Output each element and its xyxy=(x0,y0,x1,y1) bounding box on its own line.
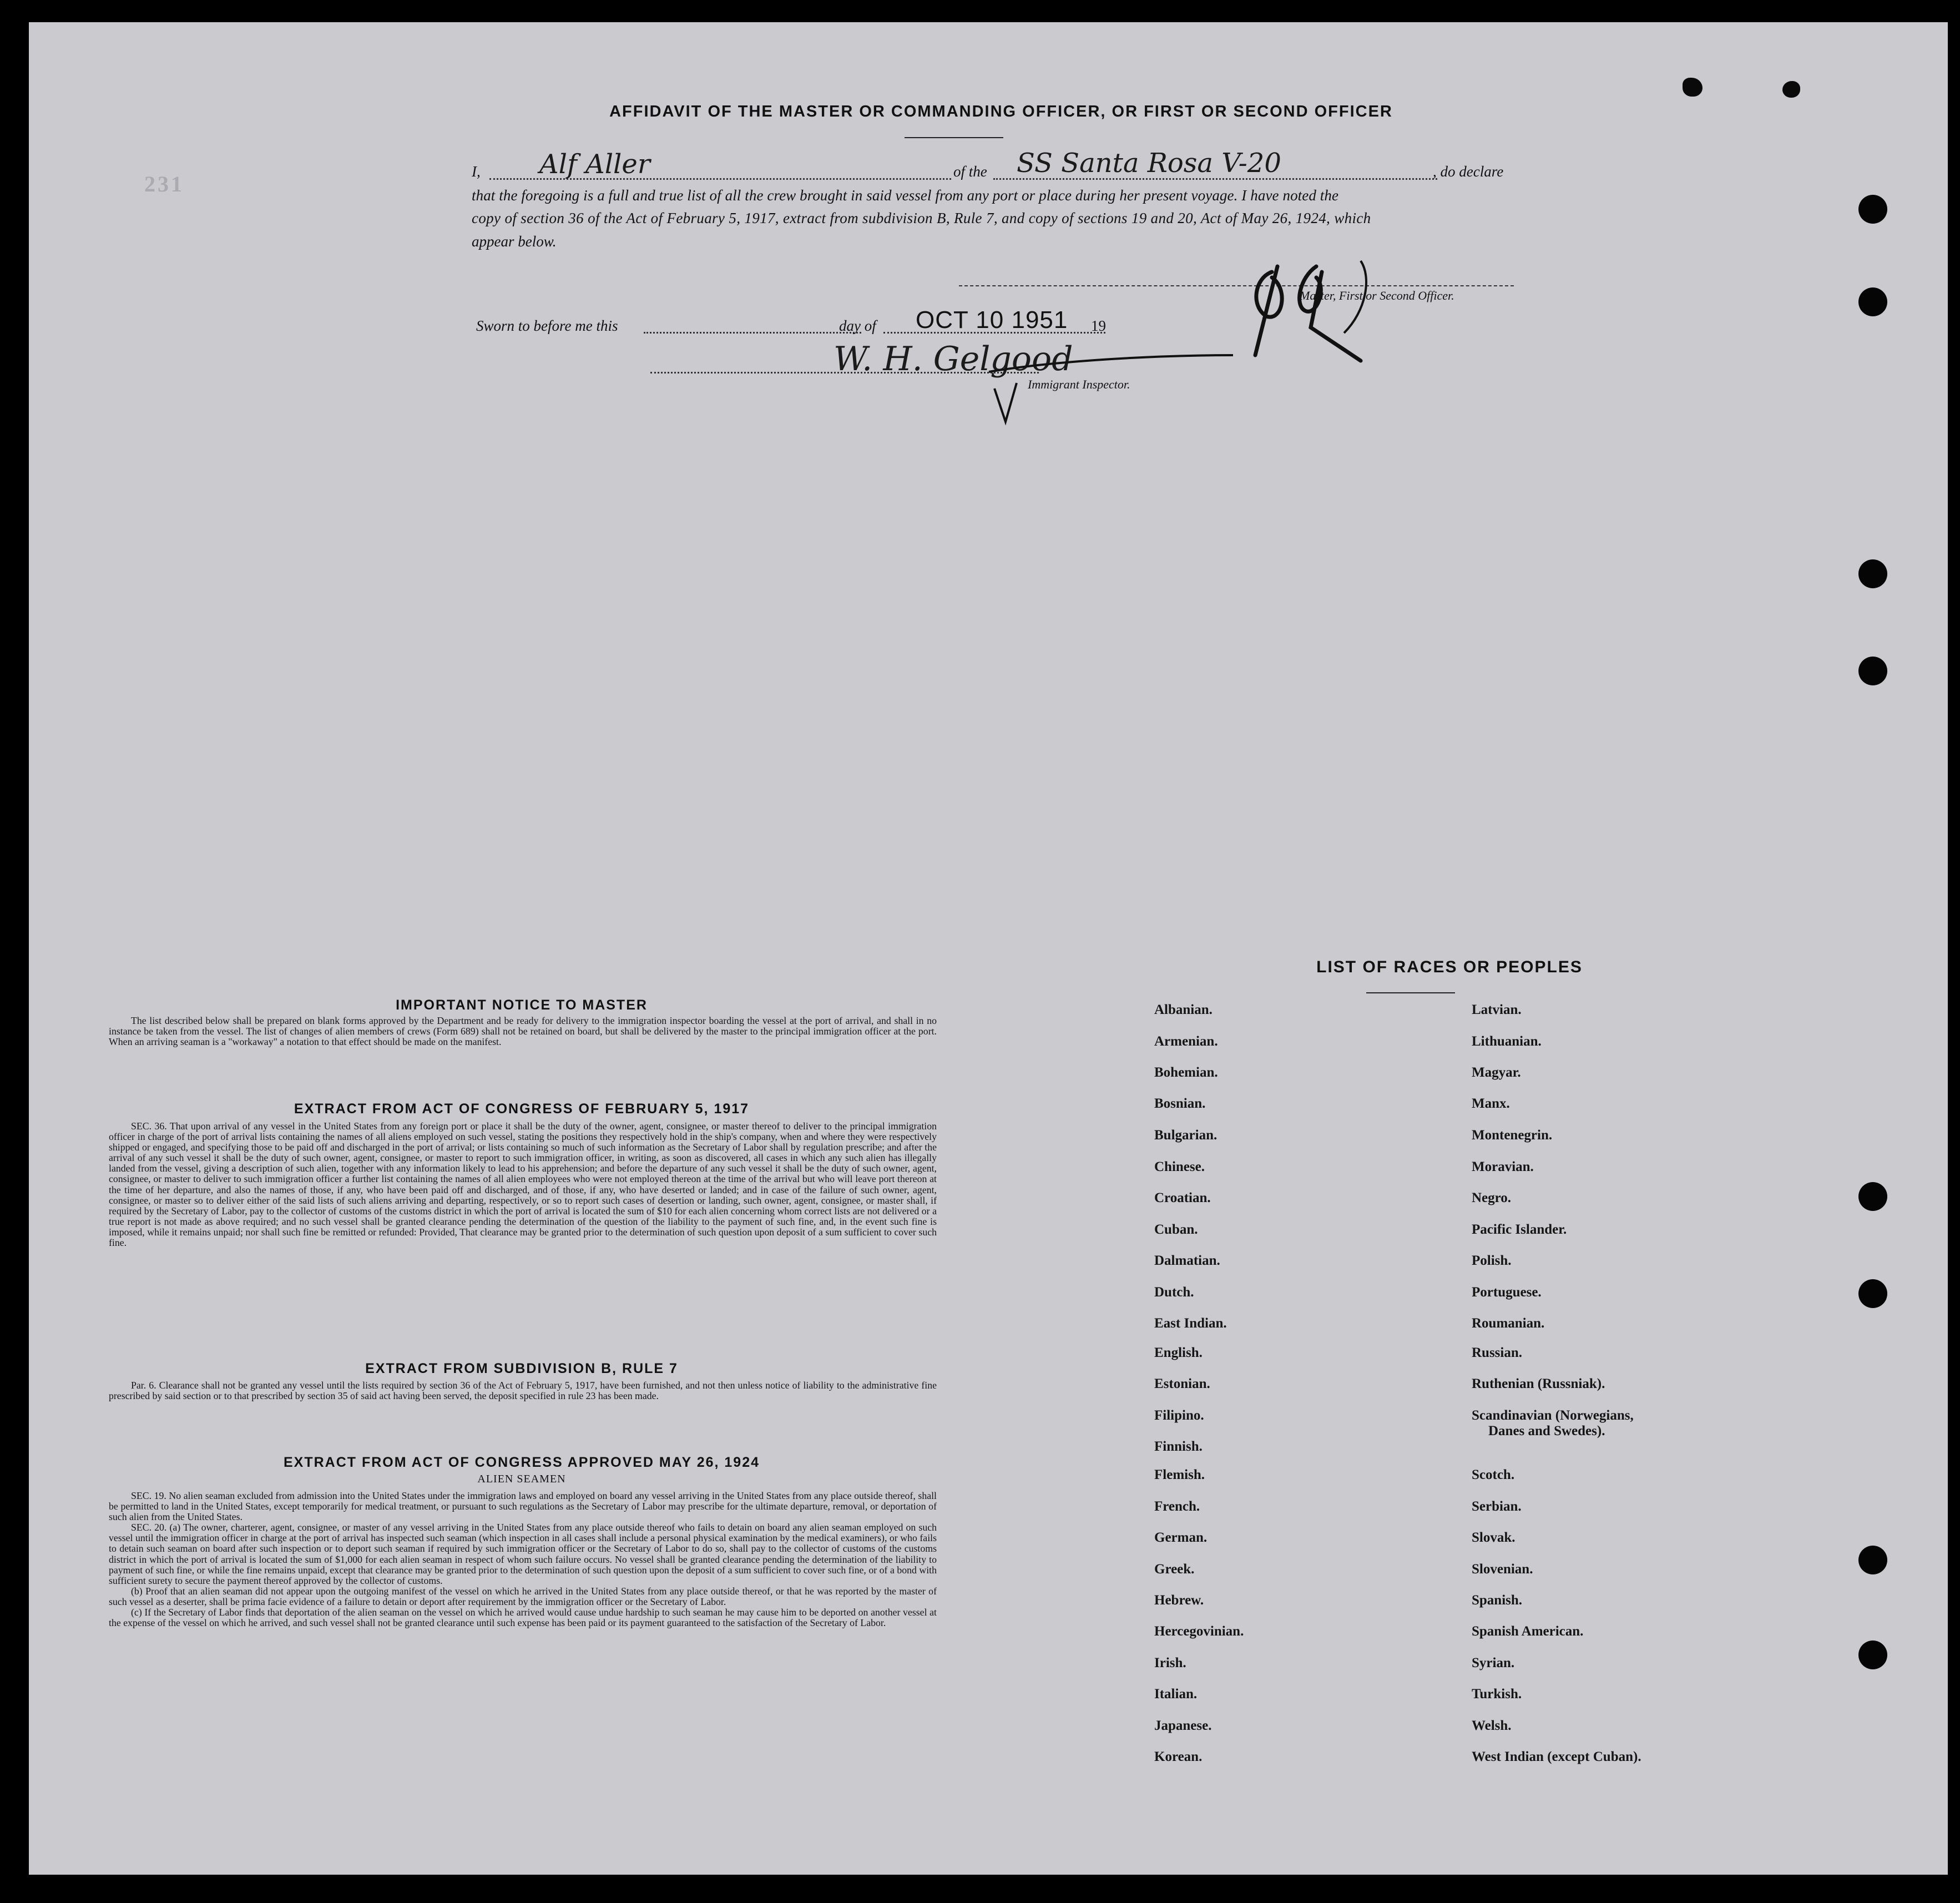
title-underline xyxy=(905,137,1003,138)
race-item: Dutch. xyxy=(1154,1285,1194,1300)
inspector-caption: Immigrant Inspector. xyxy=(1028,377,1130,391)
race-item: Serbian. xyxy=(1472,1499,1522,1514)
punch-hole xyxy=(1858,195,1887,224)
sec36-paragraph: SEC. 36. That upon arrival of any vessel in the United States from any foreign port or place it shall be the duty of the owner, agent, consignee, or master thereof to deliver to the principal immigration officer in charge of the port of arrival lists containing the names of all aliens employed on such vessel, stating the positions they respectively hold in the ship's company, when and where they were respectively shipped or engaged, and specifying those to be paid off and discharged in the port of arrival; or lists containing so much of such information as the Secretary of Labor shall by regulation prescribe; and after the arrival of any such vessel it shall be the duty of such owner, agent, consignee, or master to report to such immigration officer, in writing, as soon as discovered, all cases in which any such alien has illegally landed from the vessel, giving a description of such alien, together with any information likely to lead to his apprehension; and before the departure of any such vessel it shall be the duty of such owner, agent, consignee, or master to deliver to such immigration officer a further list containing the names of all alien employees who were not employed thereon at the time of the arrival but who will leave port thereon at the time of her departure, and also the names of those, if any, who have been paid off and discharged, and of those, if any, who have deserted or landed; and in case of the failure of such owner, agent, consignee, or master so to deliver either of the said lists of such aliens arriving and departing, respectively, or so to report such cases of desertion or landing, such owner, agent, consignee, or master shall, if required by the Secretary of Labor, pay to the collector of customs of the customs district in which the port of arrival is located the sum of $10 for each alien concerning whom correct lists are not delivered or a true report is not made as above required; and no such vessel shall be granted clearance pending the determination of the question of the liability to the payment of such fine, and, in the event such fine is imposed, while it remains unpaid; nor shall such fine be remitted or refunded: Provided, That clearance may be granted prior to the determination of such question upon deposit of a sum sufficient to cover such fine. xyxy=(109,1120,937,1249)
race-item: East Indian. xyxy=(1154,1316,1227,1331)
race-item: West Indian (except Cuban). xyxy=(1472,1749,1641,1764)
affidavit-line-3: copy of section 36 of the Act of February 5, 1917, extract from subdivision B, Rule 7, and copy of sections 19 and 20, Act of May 26, 1924, which xyxy=(472,210,1371,226)
sec20c-paragraph: (c) If the Secretary of Labor finds that deportation of the alien seaman on the vessel on which he arrived would cause undue hardship to such seaman he may cause him to be deported on another vessel at the expense of the vessel on which he arrived, and such vessel shall not be granted clearance until such expense has been paid or its payment guaranteed to the satisfaction of the Secretary of Labor. xyxy=(109,1607,937,1629)
race-item: Polish. xyxy=(1472,1253,1512,1268)
extract-1917-title: EXTRACT FROM ACT OF CONGRESS OF FEBRUARY 5, 1917 xyxy=(294,1101,750,1117)
race-item: Montenegrin. xyxy=(1472,1128,1553,1143)
notice-paragraph: The list described below shall be prepared on blank forms approved by the Department and be ready for delivery to the immigration inspector boarding the vessel at the port of arrival, and shall in no instance be taken from the vessel. The list of changes of alien members of crews (Form 689) shall not be retained on board, but shall be delivered by the master to the principal immigration officer at the port. When an arriving seaman is a "workaway" a notation to that effect should be made on the manifest. xyxy=(109,1015,937,1048)
race-item: Cuban. xyxy=(1154,1222,1198,1237)
race-item: Albanian. xyxy=(1154,1002,1213,1017)
punch-hole xyxy=(1858,287,1887,316)
race-item: Pacific Islander. xyxy=(1472,1222,1567,1237)
race-item: Welsh. xyxy=(1472,1718,1512,1733)
punch-hole xyxy=(1858,1546,1887,1574)
master-name-handwritten: Alf Aller xyxy=(539,149,650,180)
race-item: Korean. xyxy=(1154,1749,1203,1764)
date-stamp: OCT 10 1951 xyxy=(916,306,1068,334)
race-item: Manx. xyxy=(1472,1096,1510,1111)
extract-1924-text xyxy=(109,1491,937,1628)
affidavit-line-2: that the foregoing is a full and true list of all the crew brought in said vessel from any port or place during her present voyage. I have noted the xyxy=(472,187,1339,204)
race-item: Moravian. xyxy=(1472,1159,1534,1174)
race-item: Russian. xyxy=(1472,1345,1523,1360)
sec19-paragraph: SEC. 19. No alien seaman excluded from admission into the United States under the immigration laws and employed on board any vessel arriving in the United States from any place outside thereof, shall be permitted to land in the United States, except temporarily for medical treatment, or pursuant to such regulations as the Secretary of Labor may prescribe for the ultimate departure, removal, or deportation of such alien from the United States. xyxy=(109,1490,937,1523)
race-item: Latvian. xyxy=(1472,1002,1522,1017)
master-caption: Master, First or Second Officer. xyxy=(1300,289,1454,302)
race-item: Portuguese. xyxy=(1472,1285,1542,1300)
paper-tear-mark xyxy=(1782,81,1800,98)
sworn-day-line xyxy=(644,332,861,334)
race-item: Irish. xyxy=(1154,1655,1186,1670)
race-item: Scandinavian (Norwegians, xyxy=(1472,1408,1634,1423)
subdivision-b-title: EXTRACT FROM SUBDIVISION B, RULE 7 xyxy=(365,1361,678,1376)
race-item: Chinese. xyxy=(1154,1159,1205,1174)
race-item: Italian. xyxy=(1154,1687,1198,1702)
extract-1917-text xyxy=(109,1121,937,1248)
race-item: Flemish. xyxy=(1154,1467,1205,1482)
race-item: Slovak. xyxy=(1472,1530,1516,1545)
affidavit-line-4: appear below. xyxy=(472,233,557,250)
race-item: Magyar. xyxy=(1472,1065,1521,1080)
par6-paragraph: Par. 6. Clearance shall not be granted any vessel until the lists required by section 36 of the Act of February 5, 1917, have been furnished, and not then unless notice of liability to the administrative fine prescribed by said section or to that prescribed by section 35 of said act having been served, the deposit specified in rule 23 has been made. xyxy=(109,1380,937,1402)
race-item: English. xyxy=(1154,1345,1203,1360)
extract-1924-subtitle: ALIEN SEAMEN xyxy=(477,1473,566,1485)
race-item: Finnish. xyxy=(1154,1439,1203,1454)
race-item: Scotch. xyxy=(1472,1467,1515,1482)
race-item: Japanese. xyxy=(1154,1718,1212,1733)
race-item: Roumanian. xyxy=(1472,1316,1545,1331)
race-item: Filipino. xyxy=(1154,1408,1204,1423)
affidavit-of-the: of the xyxy=(953,163,987,180)
punch-hole xyxy=(1858,559,1887,588)
races-title: LIST OF RACES OR PEOPLES xyxy=(1316,958,1583,976)
race-item: Slovenian. xyxy=(1472,1562,1533,1577)
affidavit-title: AFFIDAVIT OF THE MASTER OR COMMANDING OFFICER, OR FIRST OR SECOND OFFICER xyxy=(609,103,1393,120)
vessel-name-handwritten: SS Santa Rosa V-20 xyxy=(1017,148,1281,179)
race-item: Ruthenian (Russniak). xyxy=(1472,1376,1605,1391)
document-page xyxy=(29,22,1948,1875)
punch-hole xyxy=(1858,1640,1887,1669)
paper-tear-mark xyxy=(1683,78,1703,97)
race-item: Bohemian. xyxy=(1154,1065,1218,1080)
race-item: Negro. xyxy=(1472,1190,1512,1205)
race-item: Bulgarian. xyxy=(1154,1128,1218,1143)
notice-title: IMPORTANT NOTICE TO MASTER xyxy=(396,997,648,1013)
punch-hole xyxy=(1858,657,1887,685)
race-item: Estonian. xyxy=(1154,1376,1210,1391)
race-item: Greek. xyxy=(1154,1562,1195,1577)
race-item: German. xyxy=(1154,1530,1208,1545)
race-item: Spanish American. xyxy=(1472,1624,1584,1639)
race-item: Dalmatian. xyxy=(1154,1253,1220,1268)
race-item: Turkish. xyxy=(1472,1687,1522,1702)
race-item: Lithuanian. xyxy=(1472,1034,1542,1049)
sec20b-paragraph: (b) Proof that an alien seaman did not appear upon the outgoing manifest of the vessel on which he arrived in the United States from any place outside thereof, or that he was reported by the master of such vessel as a deserter, shall be prima facie evidence of a failure to detain or deport after requirement by the immigration officer or the Secretary of Labor. xyxy=(109,1585,937,1607)
race-item: Croatian. xyxy=(1154,1190,1211,1205)
race-item: Danes and Swedes). xyxy=(1488,1424,1605,1438)
inspector-signature: W. H. Gelgood xyxy=(833,340,1073,378)
subdivision-b-text xyxy=(109,1380,937,1401)
sec20a-paragraph: SEC. 20. (a) The owner, charterer, agent, consignee, or master of any vessel arriving in the United States from any place outside thereof who fails to detain on board any alien seaman employed on such vessel until the immigration officer in charge at the port of arrival has inspected such seaman (which inspection in all cases shall include a personal physical examination by the medical examiners), or who fails to detain such seaman on board after such inspection or to deport such seaman if required by such immigration officer or the Secretary of Labor to do so, shall pay to the collector of customs of the customs district in which the port of arrival is located the sum of $1,000 for each alien seaman in respect of whom such failure occurs. No vessel shall be granted clearance pending the determination of the liability to payment of such fine, or while the fine remains unpaid, except that clearance may be granted prior to the determination of such question upon the deposit of a sum sufficient to cover such fine, or of a bond with sufficient surety to secure the payment thereof approved by the collector of customs. xyxy=(109,1522,937,1586)
margin-page-number: 231 xyxy=(144,171,184,196)
affidavit-do-declare: , do declare xyxy=(1433,163,1504,180)
day-of-text: day of xyxy=(839,317,876,334)
punch-hole xyxy=(1858,1182,1887,1211)
race-item: French. xyxy=(1154,1499,1200,1514)
notice-text xyxy=(109,1016,937,1047)
master-signature xyxy=(1233,244,1422,366)
sworn-text: Sworn to before me this xyxy=(476,317,618,334)
race-item: Armenian. xyxy=(1154,1034,1218,1049)
race-item: Hebrew. xyxy=(1154,1593,1204,1608)
race-item: Hercegovinian. xyxy=(1154,1624,1244,1639)
punch-hole xyxy=(1858,1279,1887,1308)
race-item: Syrian. xyxy=(1472,1655,1515,1670)
race-item: Bosnian. xyxy=(1154,1096,1206,1111)
affidavit-i: I, xyxy=(472,163,481,180)
year-prefix: 19 xyxy=(1091,317,1106,334)
races-title-underline xyxy=(1366,992,1455,993)
extract-1924-title: EXTRACT FROM ACT OF CONGRESS APPROVED MAY 26, 1924 xyxy=(283,1455,760,1470)
race-item: Spanish. xyxy=(1472,1593,1523,1608)
